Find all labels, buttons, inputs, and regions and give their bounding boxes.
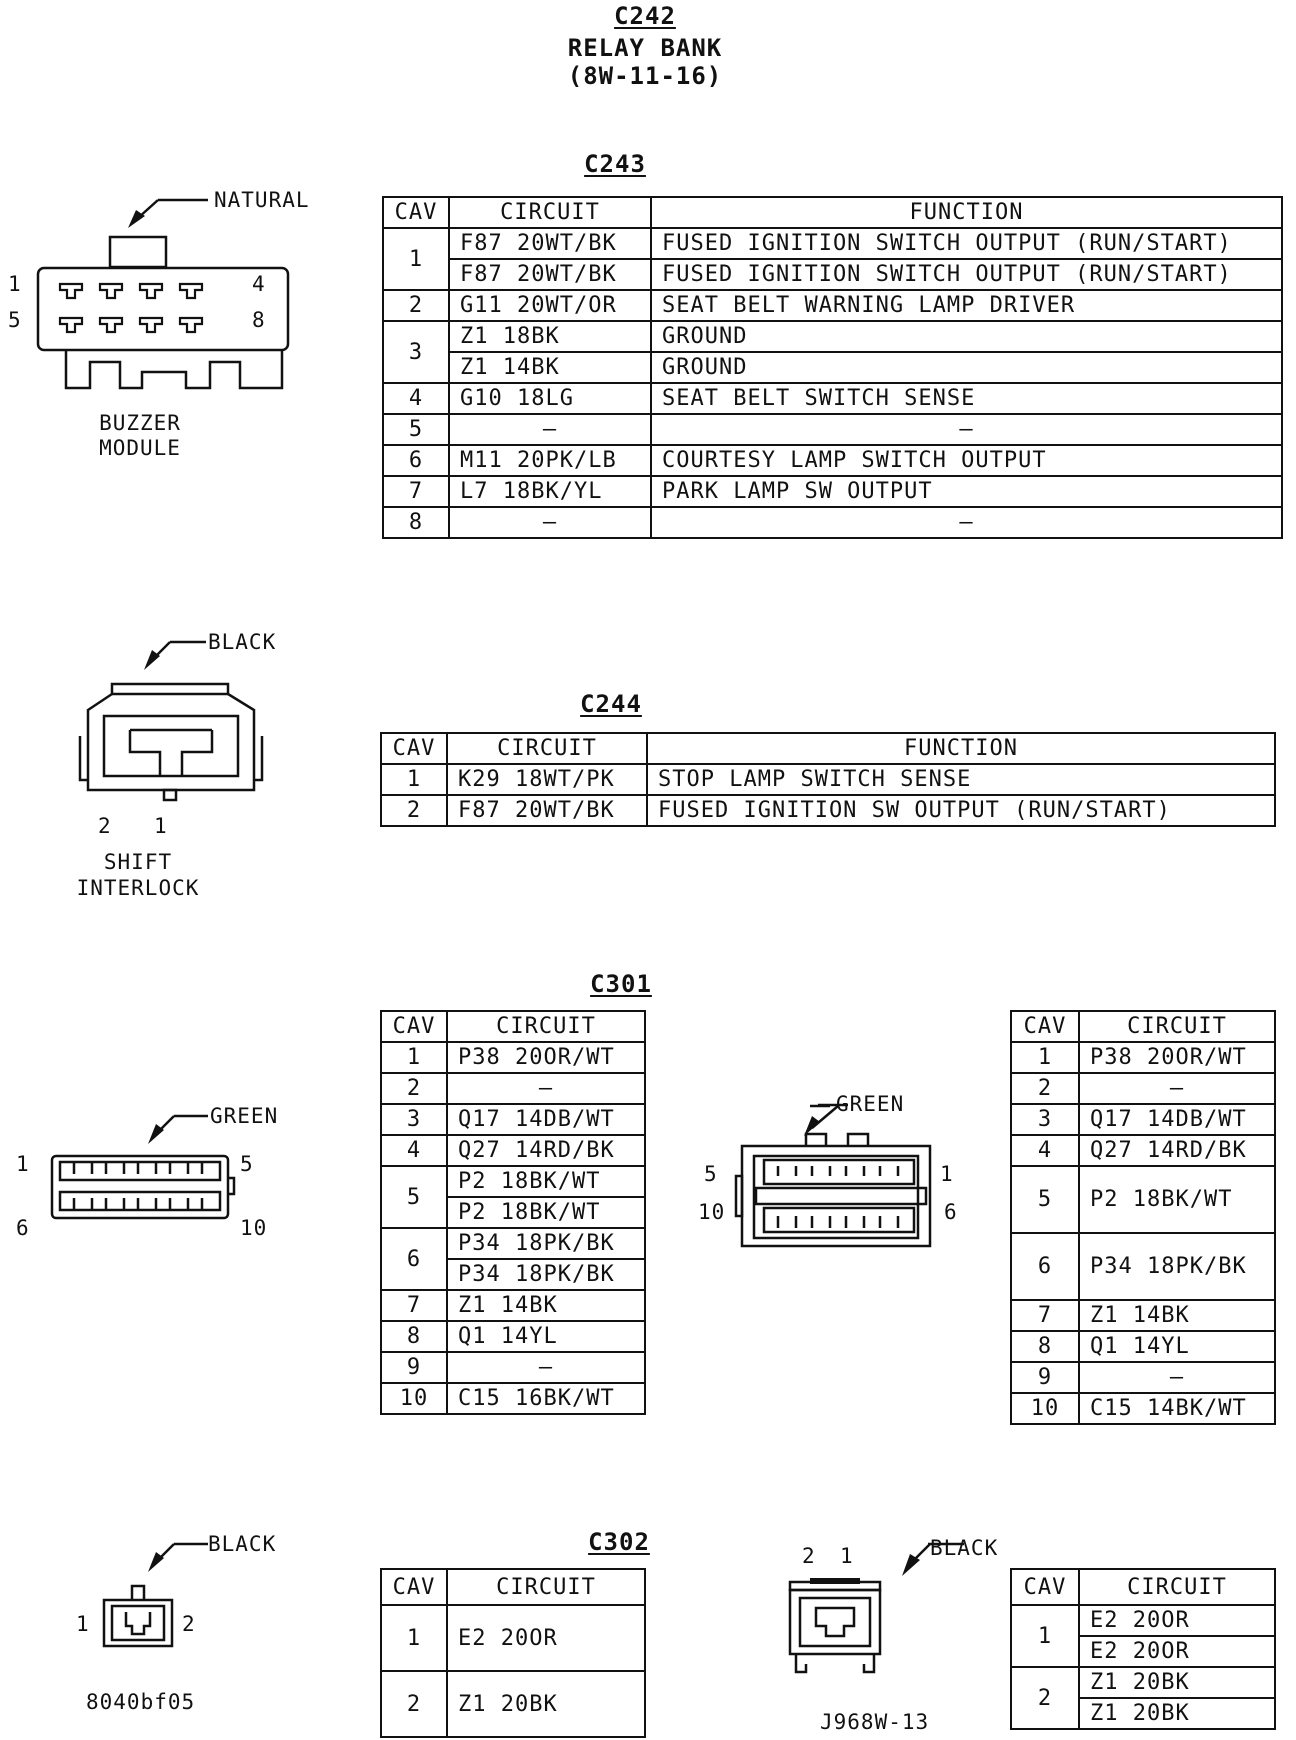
cav-header: CAV <box>1011 1569 1079 1605</box>
cav-cell: 4 <box>381 1135 447 1166</box>
circuit-cell: – <box>1079 1362 1275 1393</box>
circuit-cell: Z1 14BK <box>1079 1300 1275 1331</box>
function-header: FUNCTION <box>651 197 1282 228</box>
cav-header: CAV <box>381 1011 447 1042</box>
circuit-cell: – <box>449 414 651 445</box>
c243-table <box>382 196 1283 539</box>
cav-cell: 3 <box>381 1104 447 1135</box>
circuit-cell: G10 18LG <box>449 383 651 414</box>
table-header-row <box>381 1011 645 1042</box>
circuit-cell: Z1 20BK <box>1079 1698 1275 1729</box>
c301-right-table <box>1010 1010 1276 1425</box>
cav-cell: 1 <box>381 1605 447 1671</box>
cav-cell: 5 <box>381 1166 447 1228</box>
circuit-cell: Q17 14DB/WT <box>447 1104 645 1135</box>
circuit-cell: P34 18PK/BK <box>447 1259 645 1290</box>
cav-cell: 2 <box>381 795 447 826</box>
circuit-cell: Q17 14DB/WT <box>1079 1104 1275 1135</box>
cav-cell: 2 <box>1011 1667 1079 1729</box>
circuit-cell: Q27 14RD/BK <box>1079 1135 1275 1166</box>
table-row <box>1011 1135 1275 1166</box>
circuit-cell: Z1 14BK <box>449 352 651 383</box>
function-cell: COURTESY LAMP SWITCH OUTPUT <box>651 445 1282 476</box>
table-row <box>383 476 1282 507</box>
c301-title: C301 <box>590 970 652 998</box>
circuit-header: CIRCUIT <box>447 1011 645 1042</box>
pin-label: 1 <box>940 1162 954 1186</box>
table-row <box>381 1042 645 1073</box>
right-figure-id: J968W-13 <box>820 1710 930 1734</box>
cav-cell: 8 <box>1011 1331 1079 1362</box>
table-row <box>383 507 1282 538</box>
circuit-cell: P34 18PK/BK <box>447 1228 645 1259</box>
cav-cell: 9 <box>381 1352 447 1383</box>
circuit-cell: P34 18PK/BK <box>1079 1233 1275 1300</box>
circuit-cell: L7 18BK/YL <box>449 476 651 507</box>
function-cell: FUSED IGNITION SWITCH OUTPUT (RUN/START) <box>651 259 1282 290</box>
left-figure-id: 8040bf05 <box>86 1690 196 1714</box>
cav-cell: 6 <box>381 1228 447 1290</box>
circuit-cell: E2 20OR <box>447 1605 645 1671</box>
buzzer-name-line2: MODULE <box>99 436 181 460</box>
c302-title: C302 <box>588 1528 650 1556</box>
cav-cell: 1 <box>1011 1605 1079 1667</box>
circuit-cell: P2 18BK/WT <box>447 1166 645 1197</box>
table-row <box>1011 1393 1275 1424</box>
table-row <box>383 383 1282 414</box>
function-cell: – <box>651 507 1282 538</box>
table-row <box>381 1383 645 1414</box>
cav-cell: 3 <box>383 321 449 383</box>
table-row <box>381 1228 645 1259</box>
pin-label: 2 <box>98 814 112 838</box>
header-code: C242 <box>614 2 676 30</box>
cav-cell: 6 <box>1011 1233 1079 1300</box>
c302-right-color-label: BLACK <box>930 1536 999 1560</box>
cav-cell: 2 <box>383 290 449 321</box>
function-cell: GROUND <box>651 352 1282 383</box>
c243-title: C243 <box>584 150 646 178</box>
circuit-cell: Q27 14RD/BK <box>447 1135 645 1166</box>
table-row <box>1011 1331 1275 1362</box>
cav-cell: 5 <box>383 414 449 445</box>
table-row <box>381 1166 645 1197</box>
cav-cell: 6 <box>383 445 449 476</box>
table-row <box>383 321 1282 352</box>
circuit-cell: P38 20OR/WT <box>447 1042 645 1073</box>
function-cell: GROUND <box>651 321 1282 352</box>
c302-left-color-label: BLACK <box>208 1532 277 1556</box>
table-row <box>381 1605 645 1671</box>
circuit-cell: E2 20OR <box>1079 1605 1275 1636</box>
circuit-header: CIRCUIT <box>447 733 647 764</box>
buzzer-color-label: NATURAL <box>214 188 310 212</box>
pin-label: 6 <box>16 1216 30 1240</box>
circuit-cell: – <box>449 507 651 538</box>
pin-label: 10 <box>240 1216 268 1240</box>
table-row <box>1011 1233 1275 1300</box>
pin-label: 1 <box>154 814 168 838</box>
cav-cell: 7 <box>381 1290 447 1321</box>
c301-right-color-label: GREEN <box>836 1092 905 1116</box>
cav-cell: 10 <box>381 1383 447 1414</box>
circuit-cell: G11 20WT/OR <box>449 290 651 321</box>
cav-header: CAV <box>381 733 447 764</box>
function-cell: PARK LAMP SW OUTPUT <box>651 476 1282 507</box>
cav-cell: 2 <box>1011 1073 1079 1104</box>
circuit-header: CIRCUIT <box>449 197 651 228</box>
pin-label: 2 <box>802 1544 816 1568</box>
circuit-cell: F87 20WT/BK <box>449 259 651 290</box>
cav-cell: 9 <box>1011 1362 1079 1393</box>
table-row <box>381 795 1275 826</box>
circuit-cell: F87 20WT/BK <box>447 795 647 826</box>
cav-cell: 8 <box>383 507 449 538</box>
c301-left-table <box>380 1010 646 1415</box>
table-row <box>381 1135 645 1166</box>
table-row <box>381 1321 645 1352</box>
circuit-header: CIRCUIT <box>447 1569 645 1605</box>
table-row <box>381 764 1275 795</box>
table-row <box>383 414 1282 445</box>
cav-cell: 2 <box>381 1073 447 1104</box>
function-cell: SEAT BELT WARNING LAMP DRIVER <box>651 290 1282 321</box>
circuit-cell: Q1 14YL <box>447 1321 645 1352</box>
function-cell: FUSED IGNITION SW OUTPUT (RUN/START) <box>647 795 1275 826</box>
pin-label: 8 <box>252 308 266 332</box>
table-row <box>1011 1667 1275 1698</box>
table-row <box>1011 1605 1275 1636</box>
table-row <box>381 1352 645 1383</box>
cav-cell: 5 <box>1011 1166 1079 1233</box>
circuit-cell: E2 20OR <box>1079 1636 1275 1667</box>
circuit-cell: K29 18WT/PK <box>447 764 647 795</box>
cav-cell: 3 <box>1011 1104 1079 1135</box>
c301-left-color-label: GREEN <box>210 1104 279 1128</box>
function-header: FUNCTION <box>647 733 1275 764</box>
table-row <box>381 1671 645 1737</box>
circuit-cell: Z1 18BK <box>449 321 651 352</box>
circuit-cell: C15 16BK/WT <box>447 1383 645 1414</box>
cav-cell: 4 <box>1011 1135 1079 1166</box>
pin-label: 6 <box>944 1200 958 1224</box>
shift-color-label: BLACK <box>208 630 277 654</box>
pin-label: 5 <box>240 1152 254 1176</box>
circuit-cell: C15 14BK/WT <box>1079 1393 1275 1424</box>
cav-cell: 1 <box>383 228 449 290</box>
pin-label: 4 <box>252 272 266 296</box>
cav-cell: 8 <box>381 1321 447 1352</box>
circuit-cell: Q1 14YL <box>1079 1331 1275 1362</box>
table-row <box>381 1290 645 1321</box>
shift-interlock-connector-icon <box>60 630 320 830</box>
pin-label: 5 <box>8 308 22 332</box>
table-header-row <box>381 733 1275 764</box>
cav-header: CAV <box>381 1569 447 1605</box>
circuit-cell: P2 18BK/WT <box>1079 1166 1275 1233</box>
function-cell: SEAT BELT SWITCH SENSE <box>651 383 1282 414</box>
cav-cell: 4 <box>383 383 449 414</box>
circuit-header: CIRCUIT <box>1079 1011 1275 1042</box>
circuit-cell: Z1 20BK <box>447 1671 645 1737</box>
table-row <box>383 352 1282 383</box>
circuit-cell: Z1 20BK <box>1079 1667 1275 1698</box>
shift-name-line2: INTERLOCK <box>76 876 200 900</box>
circuit-cell: M11 20PK/LB <box>449 445 651 476</box>
cav-cell: 1 <box>381 764 447 795</box>
circuit-cell: – <box>447 1352 645 1383</box>
table-row <box>1011 1073 1275 1104</box>
cav-cell: 7 <box>383 476 449 507</box>
header-title: RELAY BANK <box>567 34 723 62</box>
c302-right-table <box>1010 1568 1276 1730</box>
table-header-row <box>1011 1011 1275 1042</box>
pin-label: 1 <box>76 1612 90 1636</box>
circuit-cell: – <box>1079 1073 1275 1104</box>
circuit-cell: F87 20WT/BK <box>449 228 651 259</box>
function-cell: – <box>651 414 1282 445</box>
table-header-row <box>383 197 1282 228</box>
cav-cell: 2 <box>381 1671 447 1737</box>
table-header-row <box>381 1569 645 1605</box>
table-row <box>1011 1042 1275 1073</box>
table-row <box>383 290 1282 321</box>
cav-cell: 1 <box>1011 1042 1079 1073</box>
circuit-cell: – <box>447 1073 645 1104</box>
circuit-cell: P38 20OR/WT <box>1079 1042 1275 1073</box>
cav-cell: 10 <box>1011 1393 1079 1424</box>
table-row <box>381 1104 645 1135</box>
c244-title: C244 <box>580 690 642 718</box>
cav-header: CAV <box>383 197 449 228</box>
circuit-header: CIRCUIT <box>1079 1569 1275 1605</box>
table-row <box>383 228 1282 259</box>
table-row <box>381 1073 645 1104</box>
table-row <box>1011 1362 1275 1393</box>
table-row <box>1011 1166 1275 1233</box>
pin-label: 1 <box>8 272 22 296</box>
cav-cell: 1 <box>381 1042 447 1073</box>
table-header-row <box>1011 1569 1275 1605</box>
pin-label: 1 <box>840 1544 854 1568</box>
circuit-cell: Z1 14BK <box>447 1290 645 1321</box>
pin-label: 2 <box>182 1612 196 1636</box>
pin-label: 1 <box>16 1152 30 1176</box>
c302-left-table <box>380 1568 646 1738</box>
cav-cell: 7 <box>1011 1300 1079 1331</box>
header-ref: (8W-11-16) <box>567 62 723 90</box>
function-cell: FUSED IGNITION SWITCH OUTPUT (RUN/START) <box>651 228 1282 259</box>
pin-label: 10 <box>698 1200 726 1224</box>
table-row <box>1011 1104 1275 1135</box>
pin-label: 5 <box>704 1162 718 1186</box>
table-row <box>1011 1300 1275 1331</box>
circuit-cell: P2 18BK/WT <box>447 1197 645 1228</box>
table-row <box>383 445 1282 476</box>
function-cell: STOP LAMP SWITCH SENSE <box>647 764 1275 795</box>
cav-header: CAV <box>1011 1011 1079 1042</box>
c244-table <box>380 732 1276 827</box>
shift-name-line1: SHIFT <box>103 850 173 874</box>
buzzer-name-line1: BUZZER <box>99 411 181 435</box>
table-row <box>383 259 1282 290</box>
